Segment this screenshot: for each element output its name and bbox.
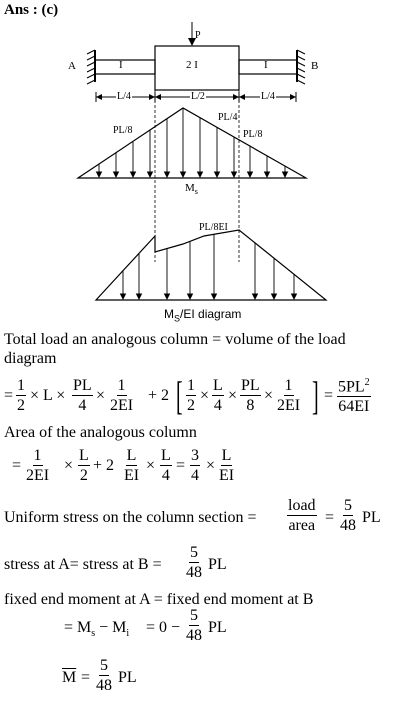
segment-left [95, 60, 155, 74]
equation-stress-ab: stress at A= stress at B = $\frac{5}{48}$ PL [4, 544, 227, 581]
peak-moment-label: PL/4 [218, 112, 238, 123]
ms-ei-arrows [121, 234, 297, 299]
dim-left-label: L/4 [117, 91, 131, 102]
equation-fixed-end: = $M_s - M_i$ = 0 − $\frac{5}{48}$ PL [64, 607, 227, 644]
dim-right-label: L/4 [261, 91, 275, 102]
answer-label: Ans : (c) [4, 2, 59, 18]
segment-left-label: I [119, 59, 123, 71]
equation-total-load: = $\frac{1}{2}$ × L × $\frac{PL}{4}$ × $\frac{1}{2EI}$ + 2 [ $\frac{1}{2}$ × $\frac{L}{4}$ × $\frac{PL}{8}$ × $\frac{1}{2EI}$ ] = $\frac{5PL^2}{64EI}$ [4, 373, 370, 418]
equation-uniform-stress: Uniform stress on the column section = load area = $\frac{5}{48}$ PL [4, 497, 381, 534]
segment-mid-label: 2 I [186, 59, 198, 71]
support-b-label: B [311, 60, 319, 72]
ei-peak-label: PL/8EI [199, 222, 228, 233]
ms-arrows [97, 108, 288, 177]
right-moment-label: PL/8 [243, 129, 263, 140]
load-p-label: P [195, 30, 201, 41]
fixed-end-line: fixed end moment at A = fixed end moment at B [4, 591, 314, 608]
dim-mid-label: L/2 [191, 91, 205, 102]
wall-a-hatch [87, 50, 95, 84]
ms-label: $M_s$ [185, 182, 198, 197]
segment-right-label: I [264, 59, 268, 71]
diagram-caption: $M_S/EI$ diagram [164, 307, 242, 324]
ms-ei-diagram [96, 230, 326, 300]
left-moment-label: PL/8 [113, 125, 133, 136]
segment-right [239, 60, 297, 74]
equation-area: = $\frac{1}{2EI}$ × $\frac{L}{2}$ + 2 $\frac{L}{EI}$ × $\frac{L}{4}$ = $\frac{3}{4}$ × $\frac{L}{EI}$ [12, 447, 235, 484]
text-line-2: diagram [4, 350, 57, 367]
ms-diagram [78, 108, 306, 178]
wall-b-hatch [297, 50, 305, 84]
text-line-1: Total load an analogous column = volume of the load [4, 331, 346, 348]
beam-diagram [0, 0, 404, 330]
support-a-label: A [68, 60, 76, 72]
area-heading: Area of the analogous column [4, 424, 197, 441]
equation-m-bar: $\overline{M}$ = $\frac{5}{48}$ PL [62, 657, 137, 694]
